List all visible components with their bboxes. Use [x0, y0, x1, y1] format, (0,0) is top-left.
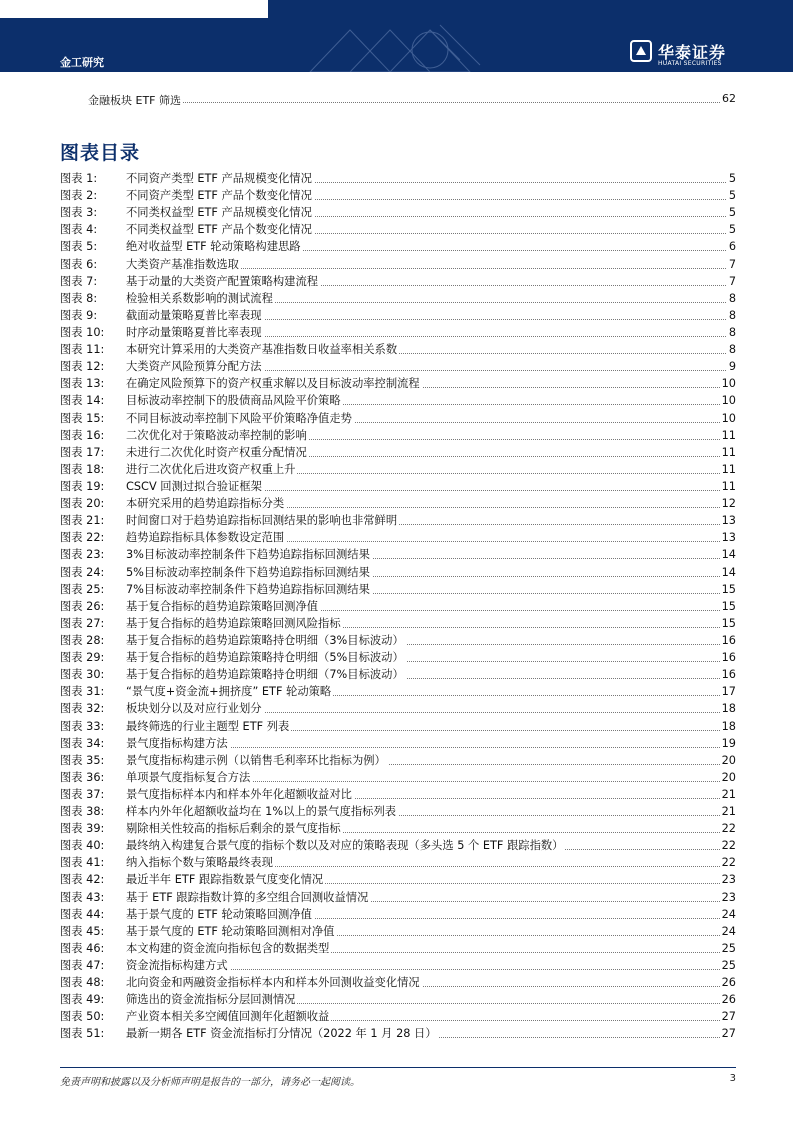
toc-entry-title: 不同资产类型 ETF 产品个数变化情况	[126, 189, 312, 203]
toc-entry-title: 剔除相关性较高的指标后剩余的景气度指标	[126, 822, 341, 836]
toc-entry-title: 绝对收益型 ETF 轮动策略构建思路	[126, 240, 301, 254]
toc-entry-title: 样本内外年化超额收益均在 1%以上的景气度指标列表	[126, 805, 397, 819]
toc-entry[interactable]	[60, 461, 736, 478]
toc-entry-title: 板块划分以及对应行业划分	[126, 702, 262, 716]
toc-entry-page: 11	[721, 428, 736, 442]
toc-entry-number: 图表 8:	[60, 290, 126, 307]
toc-entry-page: 11	[721, 479, 736, 493]
toc-entry-number: 图表 28:	[60, 632, 126, 649]
toc-entry-title: 在确定风险预算下的资产权重求解以及目标波动率控制流程	[126, 377, 420, 391]
toc-entry-page: 16	[721, 651, 736, 665]
toc-entry-title: 纳入指标个数与策略最终表现	[126, 856, 273, 870]
header-pattern-graphic	[290, 20, 520, 72]
toc-entry-number: 图表 41:	[60, 854, 126, 871]
toc-entry-page: 10	[721, 377, 736, 391]
toc-entry-number: 图表 47:	[60, 957, 126, 974]
toc-entry-title: 不同资产类型 ETF 产品规模变化情况	[126, 172, 312, 185]
toc-entry[interactable]	[60, 854, 736, 871]
company-logo	[630, 40, 740, 70]
toc-entry-number: 图表 37:	[60, 786, 126, 803]
toc-entry-page: 23	[721, 890, 736, 904]
toc-entry-number: 图表 45:	[60, 923, 126, 940]
toc-entry-number: 图表 24:	[60, 564, 126, 581]
toc-entry-number: 图表 5:	[60, 238, 126, 255]
toc-entry-title: 单项景气度指标复合方法	[126, 770, 251, 784]
toc-entry[interactable]	[60, 581, 736, 598]
toc-entry-page: 8	[728, 308, 736, 322]
toc-entry-title: 基于复合指标的趋势追踪策略持仓明细（5%目标波动）	[126, 651, 404, 665]
toc-entry-page: 5	[728, 206, 736, 220]
toc-entry[interactable]	[60, 957, 736, 974]
toc-entry[interactable]	[60, 529, 736, 546]
toc-entry-number: 图表 25:	[60, 581, 126, 598]
toc-entry-number: 图表 3:	[60, 204, 126, 221]
toc-entry-page: 15	[721, 616, 736, 630]
toc-entry-title: 趋势追踪指标具体参数设定范围	[126, 531, 285, 545]
toc-entry-number: 图表 32:	[60, 700, 126, 717]
toc-entry-page: 11	[721, 445, 736, 459]
toc-entry-number: 图表 14:	[60, 392, 126, 409]
toc-entry[interactable]	[60, 666, 736, 683]
toc-entry-title: 进行二次优化后进攻资产权重上升	[126, 462, 296, 476]
toc-entry-page: 12	[721, 497, 736, 511]
toc-entry[interactable]	[60, 410, 736, 427]
toc-entry-page: 16	[721, 668, 736, 682]
toc-entry-page: 15	[721, 599, 736, 613]
toc-entry-number: 图表 31:	[60, 683, 126, 700]
toc-entry-page: 21	[721, 787, 736, 801]
toc-entry-title: 大类资产基准指数选取	[126, 257, 239, 271]
toc-entry-title: 未进行二次优化时资产权重分配情况	[126, 445, 307, 459]
toc-entry[interactable]	[60, 923, 736, 940]
toc-entry-number: 图表 4:	[60, 221, 126, 238]
toc-entry[interactable]	[60, 444, 736, 461]
toc-entry-title: 资金流指标构建方式	[126, 959, 228, 973]
toc-entry[interactable]	[60, 940, 736, 957]
toc-entry-title: 基于动量的大类资产配置策略构建流程	[126, 274, 319, 288]
toc-entry[interactable]	[60, 803, 736, 820]
toc-entry-title: 检验相关系数影响的测试流程	[126, 291, 273, 305]
toc-entry-page: 27	[721, 1027, 736, 1041]
toc-entry-page: 14	[721, 565, 736, 579]
toc-entry-page: 8	[728, 291, 736, 305]
toc-entry[interactable]	[60, 1025, 736, 1042]
toc-entry-page: 18	[721, 702, 736, 716]
toc-entry-title: 景气度指标样本内和样本外年化超额收益对比	[126, 787, 352, 801]
toc-entry-page: 5	[728, 223, 736, 237]
toc-entry-number: 图表 46:	[60, 940, 126, 957]
toc-entry-number: 图表 27:	[60, 615, 126, 632]
toc-entry-number: 图表 6:	[60, 256, 126, 273]
toc-entry-number: 图表 48:	[60, 974, 126, 991]
toc-entry-title: 基于复合指标的趋势追踪策略持仓明细（7%目标波动）	[126, 668, 404, 682]
toc-entry-page: 23	[721, 873, 736, 887]
toc-entry-number: 图表 12:	[60, 358, 126, 375]
toc-entry-page: 22	[721, 822, 736, 836]
toc-entry-page: 13	[721, 531, 736, 545]
toc-entry-number: 图表 9:	[60, 307, 126, 324]
toc-entry-page: 25	[721, 941, 736, 955]
footer-disclaimer: 免责声明和披露以及分析师声明是报告的一部分，请务必一起阅读。	[60, 1077, 360, 1088]
toc-entry-page: 22	[721, 856, 736, 870]
logo-chinese-name: 华泰证券	[658, 43, 727, 62]
toc-entry-page: 5	[728, 189, 736, 203]
toc-entry[interactable]	[60, 170, 736, 187]
toc-entry-title: 产业资本相关多空阈值回测年化超额收益	[126, 1010, 330, 1024]
toc-entry[interactable]	[60, 273, 736, 290]
toc-entry[interactable]	[60, 290, 736, 307]
toc-entry-number: 图表 42:	[60, 871, 126, 888]
toc-entry-number: 图表 36:	[60, 769, 126, 786]
toc-entry-number: 图表 51:	[60, 1025, 126, 1042]
toc-entry[interactable]	[60, 752, 736, 769]
toc-entry[interactable]	[60, 889, 736, 906]
toc-entry[interactable]	[60, 837, 736, 854]
toc-entry-number: 图表 29:	[60, 649, 126, 666]
toc-entry-title: 基于复合指标的趋势追踪策略持仓明细（3%目标波动）	[126, 633, 404, 647]
toc-entry-number: 图表 2:	[60, 187, 126, 204]
toc-entry-page: 7	[728, 274, 736, 288]
toc-entry-page: 20	[721, 770, 736, 784]
toc-entry-title: 3%目标波动率控制条件下趋势追踪指标回测结果	[126, 548, 370, 562]
toc-entry-number: 图表 22:	[60, 529, 126, 546]
toc-entry[interactable]	[60, 256, 736, 273]
toc-entry-page: 25	[721, 959, 736, 973]
toc-entry-number: 图表 39:	[60, 820, 126, 837]
toc-entry[interactable]	[60, 615, 736, 632]
toc-entry-number: 图表 35:	[60, 752, 126, 769]
toc-entry-page: 20	[721, 753, 736, 767]
toc-entry-page: 24	[721, 907, 736, 921]
toc-entry-title: 最新一期各 ETF 资金流指标打分情况（2022 年 1 月 28 日）	[126, 1027, 437, 1041]
toc-entry-title: 最近半年 ETF 跟踪指数景气度变化情况	[126, 873, 324, 887]
toc-entry[interactable]	[60, 906, 736, 923]
toc-entry-title: 7%目标波动率控制条件下趋势追踪指标回测结果	[126, 582, 370, 596]
toc-entry-title: 本研究采用的趋势追踪指标分类	[126, 497, 285, 511]
toc-entry[interactable]	[60, 375, 736, 392]
toc-entry-number: 图表 30:	[60, 666, 126, 683]
toc-entry[interactable]	[60, 495, 736, 512]
toc-entry-number: 图表 16:	[60, 427, 126, 444]
toc-entry-page: 5	[728, 172, 736, 185]
toc-entry-number: 图表 7:	[60, 273, 126, 290]
toc-entry-title: 本研究计算采用的大类资产基准指数日收益率相关系数	[126, 343, 398, 357]
header-tab	[0, 0, 268, 18]
toc-entry-page: 22	[721, 839, 736, 853]
toc-entry-number: 图表 50:	[60, 1008, 126, 1025]
toc-entry-title: 时序动量策略夏普比率表现	[126, 325, 262, 339]
toc-entry[interactable]	[60, 187, 736, 204]
toc-entry-top[interactable]	[88, 92, 736, 108]
toc-entry-title: 金融板块 ETF 筛选	[88, 94, 181, 107]
toc-entry[interactable]	[60, 871, 736, 888]
toc-entry[interactable]	[60, 1008, 736, 1025]
toc-entry[interactable]	[60, 991, 736, 1008]
footer-page-number: 3	[729, 1073, 736, 1084]
toc-entry-title: 时间窗口对于趋势追踪指标回测结果的影响也非常鲜明	[126, 514, 398, 528]
toc-entry-number: 图表 44:	[60, 906, 126, 923]
toc-entry-title: 最终筛选的行业主题型 ETF 列表	[126, 719, 290, 733]
toc-entry-page: 16	[721, 633, 736, 647]
toc-entry[interactable]	[60, 546, 736, 563]
section-label: 金工研究	[60, 56, 104, 69]
toc-entry-title: 不同类权益型 ETF 产品个数变化情况	[126, 223, 312, 237]
toc-entry-page: 10	[721, 411, 736, 425]
toc-entry[interactable]	[60, 632, 736, 649]
toc-entry-number: 图表 18:	[60, 461, 126, 478]
toc-entry-number: 图表 33:	[60, 718, 126, 735]
toc-entry-number: 图表 10:	[60, 324, 126, 341]
toc-entry-page: 9	[728, 360, 736, 374]
toc-entry-title: 大类资产风险预算分配方法	[126, 360, 262, 374]
toc-entry-title: 景气度指标构建示例（以销售毛利率环比指标为例）	[126, 753, 386, 767]
toc-entry[interactable]	[60, 358, 736, 375]
toc-entry-number: 图表 17:	[60, 444, 126, 461]
toc-entry-title: 最终纳入构建复合景气度的指标个数以及对应的策略表现（多头选 5 个 ETF 跟踪指数）	[126, 839, 564, 853]
toc-entry-page: 8	[728, 343, 736, 357]
toc-entry-number: 图表 40:	[60, 837, 126, 854]
toc-entry-number: 图表 20:	[60, 495, 126, 512]
toc-entry[interactable]	[60, 564, 736, 581]
toc-entry-page: 19	[721, 736, 736, 750]
toc-entry-number: 图表 43:	[60, 889, 126, 906]
toc-entry-number: 图表 49:	[60, 991, 126, 1008]
toc-entry-title: 基于复合指标的趋势追踪策略回测风险指标	[126, 616, 341, 630]
toc-entry-number: 图表 19:	[60, 478, 126, 495]
toc-entry[interactable]	[60, 221, 736, 238]
toc-entry-title: 不同目标波动率控制下风险平价策略净值走势	[126, 411, 352, 425]
toc-entry-page: 10	[721, 394, 736, 408]
toc-entry-number: 图表 11:	[60, 341, 126, 358]
toc-entry-page: 62	[722, 92, 736, 105]
toc-entry-number: 图表 21:	[60, 512, 126, 529]
toc-entry-page: 21	[721, 805, 736, 819]
toc-entry-page: 27	[721, 1010, 736, 1024]
toc-entry[interactable]	[60, 307, 736, 324]
toc-entry-title: 截面动量策略夏普比率表现	[126, 308, 262, 322]
footer-divider	[60, 1067, 736, 1068]
toc-entry-page: 11	[721, 462, 736, 476]
toc-entry-page: 24	[721, 924, 736, 938]
header-banner	[0, 0, 793, 72]
toc-entry[interactable]	[60, 324, 736, 341]
toc-entry-page: 26	[721, 993, 736, 1007]
huatai-logo-icon	[630, 40, 652, 62]
toc-entry[interactable]	[60, 427, 736, 444]
toc-entry[interactable]	[60, 649, 736, 666]
toc-entry-number: 图表 15:	[60, 410, 126, 427]
toc-entry-title: 二次优化对于策略波动率控制的影响	[126, 428, 307, 442]
toc-entry-page: 6	[728, 240, 736, 254]
toc-heading: 图表目录	[60, 142, 141, 164]
toc-entry-title: 基于 ETF 跟踪指数计算的多空组合回测收益情况	[126, 890, 369, 904]
toc-entry-title: 景气度指标构建方法	[126, 736, 228, 750]
toc-entry[interactable]	[60, 341, 736, 358]
toc-entry[interactable]	[60, 204, 736, 221]
toc-entry[interactable]	[60, 598, 736, 615]
toc-entry-number: 图表 13:	[60, 375, 126, 392]
toc-entry-page: 18	[721, 719, 736, 733]
toc-entry-page: 17	[721, 685, 736, 699]
toc-entry-number: 图表 38:	[60, 803, 126, 820]
toc-entry[interactable]	[60, 735, 736, 752]
toc-entry-number: 图表 26:	[60, 598, 126, 615]
toc-entry-title: “景气度+资金流+拥挤度” ETF 轮动策略	[126, 685, 332, 699]
toc-entry-title: 基于复合指标的趋势追踪策略回测净值	[126, 599, 319, 613]
toc-entry[interactable]	[60, 769, 736, 786]
dot-leader	[88, 102, 736, 103]
toc-entry[interactable]	[60, 478, 736, 495]
toc-entry[interactable]	[60, 820, 736, 837]
toc-entry-title: 基于景气度的 ETF 轮动策略回测净值	[126, 907, 312, 921]
logo-english-name: HUATAI SECURITIES	[658, 60, 722, 67]
toc-entry-page: 7	[728, 257, 736, 271]
toc-entry[interactable]	[60, 683, 736, 700]
toc-entry-title: CSCV 回测过拟合验证框架	[126, 479, 262, 493]
toc-entry-number: 图表 1:	[60, 170, 126, 187]
toc-entry-title: 基于景气度的 ETF 轮动策略回测相对净值	[126, 924, 335, 938]
toc-entry-number: 图表 23:	[60, 546, 126, 563]
toc-entry-page: 15	[721, 582, 736, 596]
toc-entry[interactable]	[60, 700, 736, 717]
toc-entry[interactable]	[60, 512, 736, 529]
toc-entry-title: 5%目标波动率控制条件下趋势追踪指标回测结果	[126, 565, 370, 579]
toc-entry-title: 不同类权益型 ETF 产品规模变化情况	[126, 206, 312, 220]
toc-entry[interactable]	[60, 238, 736, 255]
toc-entry-number: 图表 34:	[60, 735, 126, 752]
toc-entry[interactable]	[60, 718, 736, 735]
toc-entry-page: 13	[721, 514, 736, 528]
toc-entry-title: 北向资金和两融资金指标样本内和样本外回测收益变化情况	[126, 976, 420, 990]
toc-entry-title: 目标波动率控制下的股债商品风险平价策略	[126, 394, 341, 408]
toc-entry[interactable]	[60, 392, 736, 409]
toc-entry-title: 筛选出的资金流指标分层回测情况	[126, 993, 296, 1007]
toc-entry-page: 8	[728, 325, 736, 339]
toc-entry[interactable]	[60, 974, 736, 991]
figure-toc-list	[60, 170, 736, 1043]
toc-entry-page: 14	[721, 548, 736, 562]
toc-entry-page: 26	[721, 976, 736, 990]
toc-entry[interactable]	[60, 786, 736, 803]
toc-entry-title: 本文构建的资金流向指标包含的数据类型	[126, 941, 330, 955]
